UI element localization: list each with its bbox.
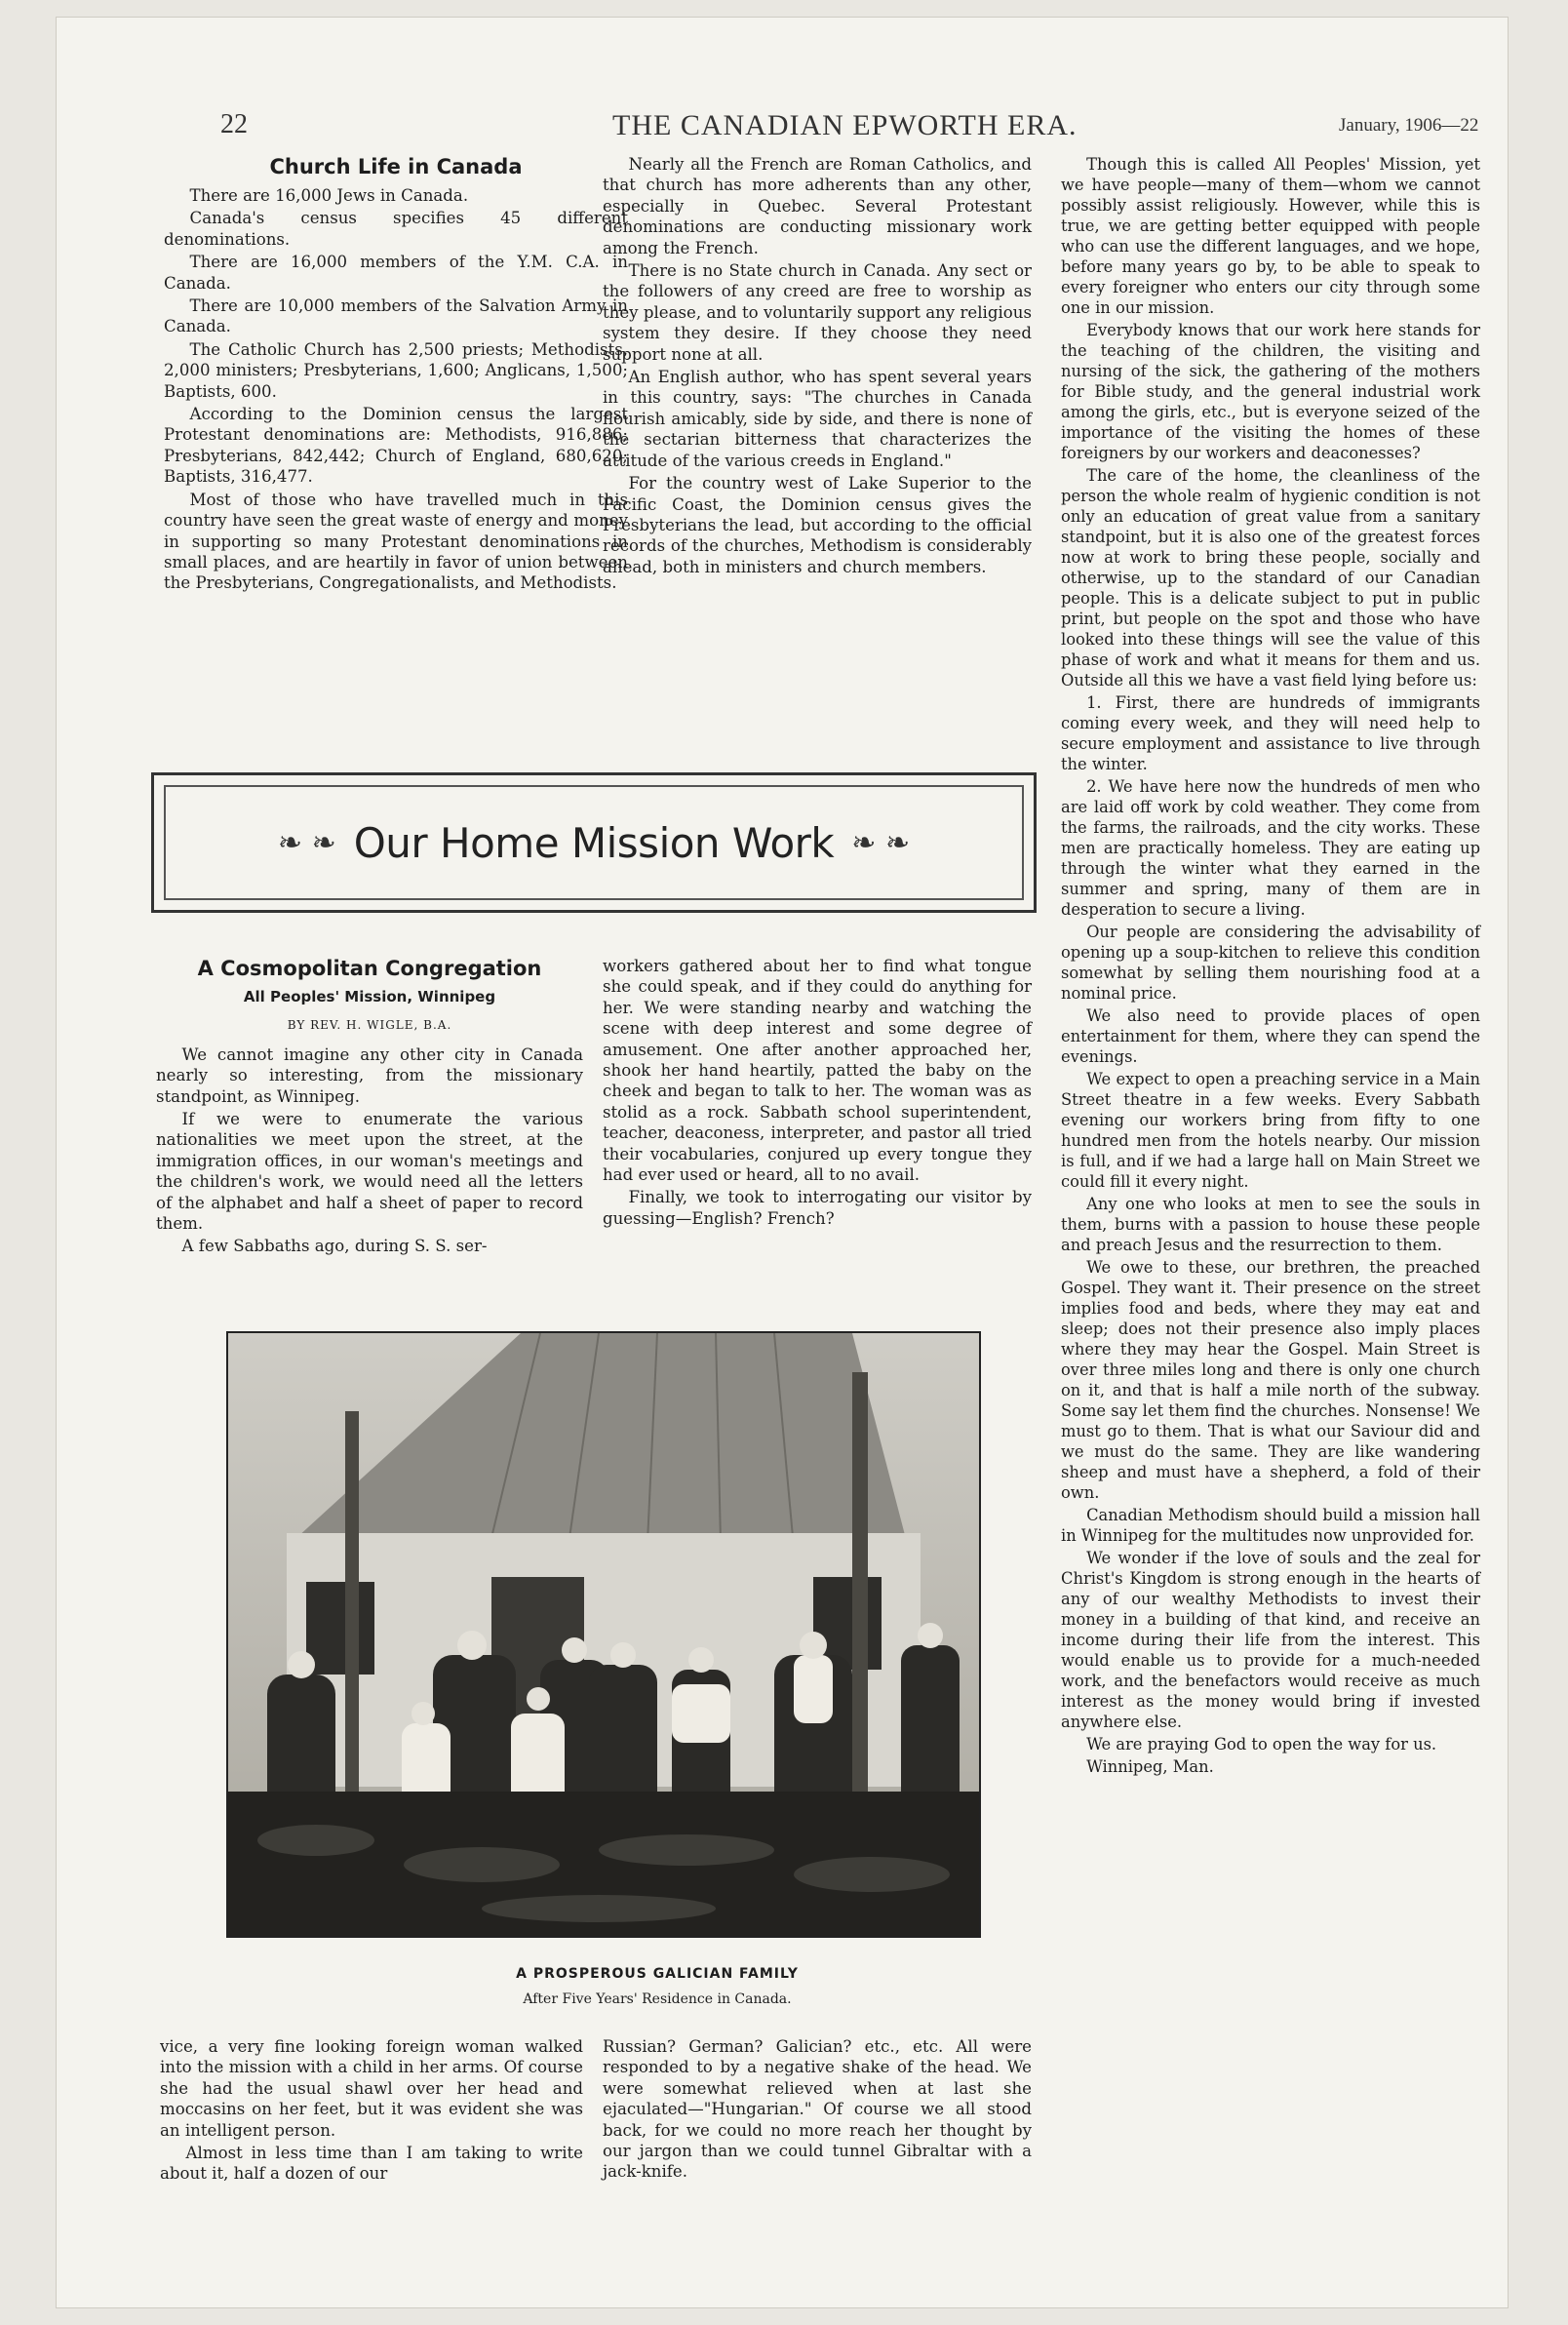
church-life-paragraph: There are 16,000 Jews in Canada. xyxy=(189,186,469,205)
banner-title: Our Home Mission Work xyxy=(353,818,835,867)
page-number: 22 xyxy=(220,109,248,139)
article-signoff: Winnipeg, Man. xyxy=(1086,1757,1214,1776)
article-paragraph: We are praying God to open the way for us. xyxy=(1086,1735,1437,1754)
article-paragraph: 1. First, there are hundreds of immigrants coming every week, and they will need help to secure employment and assistance to live through the winter. xyxy=(1061,693,1480,773)
article-paragraph: Canadian Methodism should build a mission hall in Winnipeg for the multitudes now unprovided for. xyxy=(1061,1506,1480,1545)
publication-title: THE CANADIAN EPWORTH ERA. xyxy=(612,109,1078,141)
church-life-paragraph: For the country west of Lake Superior to the Pacific Coast, the Dominion census gives the Presbyterians the lead, but according to the official records of the churches, Methodism is considerably ahead, both in ministers and church members. xyxy=(603,474,1032,576)
fleuron-ornament-right: ❧ ❧ xyxy=(851,825,911,860)
article-paragraph: Though this is called All Peoples' Mission, yet we have people—many of them—whom we cannot possibly assist religiously. However, while this is true, we are getting better equipped with people who can use the different languages, and we hope, before many years go by, to be able to speak to every foreigner who enters our city through some one in our mission. xyxy=(1061,155,1480,317)
article-paragraph: If we were to enumerate the various nationalities we meet upon the street, at the immigration offices, in our woman's meetings and the children's work, we would need all the letters of the alphabet and half a sheet of paper to record them. xyxy=(156,1110,583,1234)
article-paragraph: Finally, we took to interrogating our visitor by guessing—English? French? xyxy=(603,1188,1032,1228)
article-paragraph: We cannot imagine any other city in Canada nearly so interesting, from the missionary standpoint, as Winnipeg. xyxy=(156,1044,583,1106)
church-life-paragraph: There are 16,000 members of the Y.M. C.A. in Canada. xyxy=(164,253,628,293)
article-byline: BY REV. H. WIGLE, B.A. xyxy=(287,1018,452,1033)
church-life-paragraph: There are 10,000 members of the Salvation Army in Canada. xyxy=(164,296,628,336)
article-subtitle: All Peoples' Mission, Winnipeg xyxy=(243,988,496,1005)
newspaper-page xyxy=(57,18,1508,2307)
article-paragraph: Russian? German? Galician? etc., etc. All were responded to by a negative shake of the head. We were somewhat relieved when at last she ejaculated—"Hungarian." Of course we all stood back, for we could no more reach her thought by our jargon than we could tunnel Gibraltar with a jack-knife. xyxy=(603,2037,1032,2182)
galician-family-photo xyxy=(226,1331,981,1938)
church-life-paragraph: According to the Dominion census the largest Protestant denominations are: Methodists, 916,886; Presbyterians, 842,442; Church of England, 680,620; Baptists, 316,477. xyxy=(164,405,628,487)
article-paragraph: Everybody knows that our work here stands for the teaching of the children, the visiting and nursing of the sick, the gathering of the mothers for Bible study, and the general industrial work among the girls, etc., but is everyone seized of the importance of the visiting the homes of these foreigners by our workers and deaconesses? xyxy=(1061,321,1480,462)
article-paragraph: We expect to open a preaching service in a Main Street theatre in a few weeks. Every Sabbath evening our workers bring from fifty to one hundred men from the hotels nearby. Our mission is full, and if we had a large hall on Main Street we could fill it every night. xyxy=(1061,1070,1480,1191)
fleuron-ornament-left: ❧ ❧ xyxy=(277,825,336,860)
photo-caption-subtitle: After Five Years' Residence in Canada. xyxy=(523,1991,792,2007)
article-paragraph: 2. We have here now the hundreds of men who are laid off work by cold weather. They come from the farms, the railroads, and the city works. These men are practically homeless. They are eating up through the winter what they earned in the summer and spring, many of them are in desperation to secure a living. xyxy=(1061,777,1480,919)
article-column-1-top xyxy=(156,956,583,1257)
article-column-1-bottom xyxy=(160,2036,583,2185)
church-life-paragraph: An English author, who has spent several years in this country, says: "The churches in Canada flourish amicably, side by side, and there is none of the sectarian bitterness that characterizes the attitude of the various creeds in England." xyxy=(603,368,1032,470)
article-paragraph: We owe to these, our brethren, the preached Gospel. They want it. Their presence on the street implies food and beds, where they may eat and sleep; does not their presence also imply places where they may hear the Gospel. Main Street is over three miles long and there is only one church on it, and that is half a mile north of the subway. Some say let them find the churches. Nonsense! We must go to them. That is what our Saviour did and we must do the same. They are like wandering sheep and must have a shepherd, a fold of their own. xyxy=(1061,1258,1480,1502)
article-paragraph: The care of the home, the cleanliness of the person the whole realm of hygienic condition is not only an education of great value from a sanitary standpoint, but it is also one of the greatest forces now at work to bring these people, socially and otherwise, up to the standard of our Canadian people. This is a delicate subject to put in public print, but people on the spot and those who have looked into these things will see the value of this phase of work and what it means for them and us. Outside all this we have a vast field lying before us: xyxy=(1061,466,1480,690)
banner-frame xyxy=(164,785,1024,900)
church-life-paragraph: Canada's census specifies 45 different denominations. xyxy=(164,209,628,249)
article-paragraph: We wonder if the love of souls and the zeal for Christ's Kingdom is strong enough in the hearts of any of our wealthy Methodists to invest their money in a building of that kind, and receive an income during their life from the interest. This would enable us to provide for a much-needed work, and the benefactors would receive as much interest as the money would bring if invested anywhere else. xyxy=(1061,1549,1480,1731)
article-title: A Cosmopolitan Congregation xyxy=(197,957,542,980)
church-life-paragraph: Nearly all the French are Roman Catholics, and that church has more adherents than any other, especially in Quebec. Several Protestant denominations are conducting missionary work among the French. xyxy=(603,155,1032,257)
section-banner xyxy=(151,772,1037,913)
issue-date: January, 1906—22 xyxy=(1339,115,1479,136)
article-column-3 xyxy=(1061,154,1480,1777)
church-life-title: Church Life in Canada xyxy=(269,155,523,178)
article-column-2-top xyxy=(603,956,1032,1229)
church-life-paragraph: There is no State church in Canada. Any sect or the followers of any creed are free to worship as they please, and to voluntarily support any religious system they desire. If they choose they need support none at all. xyxy=(603,261,1032,364)
church-life-column-2 xyxy=(603,154,1032,577)
photo-caption-title: A PROSPEROUS GALICIAN FAMILY xyxy=(516,1966,799,1982)
church-life-column-1 xyxy=(164,154,628,594)
church-life-paragraph: Most of those who have travelled much in this country have seen the great waste of energy and money in supporting so many Protestant denominations in small places, and are heartily in favor of union between the Presbyterians, Congregationalists, and Methodists. xyxy=(164,490,628,593)
article-paragraph: workers gathered about her to find what tongue she could speak, and if they could do anything for her. We were standing nearby and watching the scene with deep interest and some degree of amusement. One after another approached her, shook her hand heartily, patted the baby on the cheek and began to talk to her. The woman was as stolid as a rock. Sabbath school superintendent, teacher, deaconess, interpreter, and pastor all tried their vocabularies, conjured up every tongue they had ever used or heard, all to no avail. xyxy=(603,957,1032,1185)
article-paragraph: Almost in less time than I am taking to write about it, half a dozen of our xyxy=(160,2144,583,2184)
article-paragraph: Our people are considering the advisability of opening up a soup-kitchen to relieve this condition somewhat by selling them nourishing food at a nominal price. xyxy=(1061,923,1480,1003)
article-column-2-bottom xyxy=(603,2036,1032,2183)
article-paragraph: A few Sabbaths ago, during S. S. ser- xyxy=(181,1237,488,1256)
article-paragraph: We also need to provide places of open entertainment for them, where they can spend the evenings. xyxy=(1061,1006,1480,1066)
church-life-paragraph: The Catholic Church has 2,500 priests; Methodists, 2,000 ministers; Presbyterians, 1,600; Anglicans, 1,500; Baptists, 600. xyxy=(164,339,628,401)
article-paragraph: Any one who looks at men to see the souls in them, burns with a passion to house these people and preach Jesus and the resurrection to them. xyxy=(1061,1195,1480,1254)
article-paragraph: vice, a very fine looking foreign woman walked into the mission with a child in her arms. Of course she had the usual shawl over her head and moccasins on her feet, but it was evident she was an intelligent person. xyxy=(160,2037,583,2140)
photo-illustration xyxy=(228,1333,979,1936)
